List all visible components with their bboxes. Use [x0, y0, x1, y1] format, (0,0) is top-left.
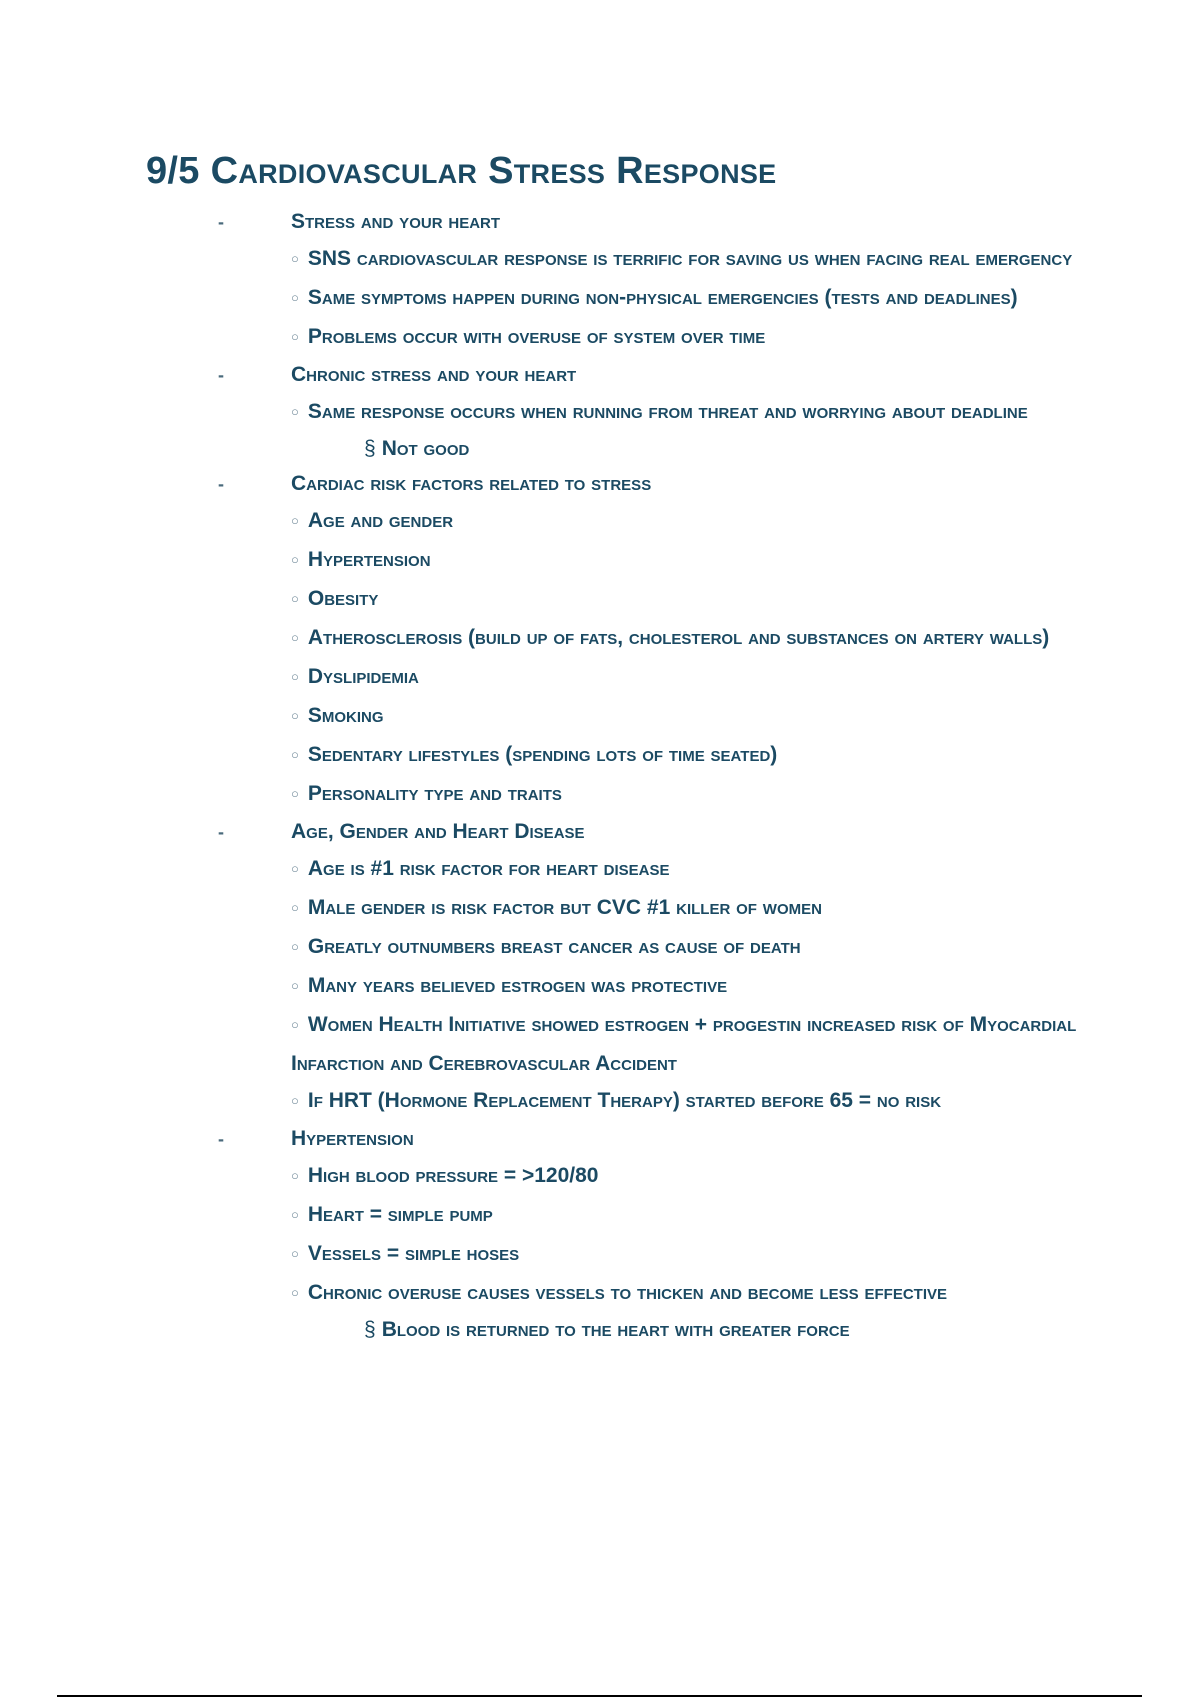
section — [0, 466, 1200, 814]
bullet-item — [0, 502, 1200, 541]
bullet-item — [0, 736, 1200, 775]
bullet-text: Greatly outnumbers breast cancer as cause of death — [307, 935, 801, 958]
bullet-text: Dyslipidemia — [307, 665, 419, 688]
section-heading — [0, 466, 1200, 502]
bullet-text: Age and gender — [307, 509, 454, 532]
circle-bullet-icon: ○ — [291, 329, 299, 344]
circle-bullet-icon: ○ — [291, 786, 299, 801]
bullet-item — [0, 619, 1200, 658]
bullet-text: If HRT (Hormone Replacement Therapy) started before 65 = no risk — [307, 1089, 942, 1112]
bullet-text: Vessels = simple hoses — [307, 1242, 520, 1265]
section-heading — [0, 1121, 1200, 1157]
bullet-text: Age is #1 risk factor for heart disease — [307, 857, 670, 880]
bullet-text: Same response occurs when running from threat and worrying about deadline — [307, 400, 1028, 423]
circle-bullet-icon: ○ — [291, 630, 299, 645]
circle-bullet-icon: ○ — [291, 669, 299, 684]
section-sign-bullet-icon: § — [364, 437, 376, 460]
bullet-item — [0, 850, 1200, 889]
circle-bullet-icon: ○ — [291, 404, 299, 419]
section — [0, 1121, 1200, 1347]
bullet-item — [0, 1274, 1200, 1313]
bullet-text: High blood pressure = >120/80 — [307, 1164, 599, 1187]
circle-bullet-icon: ○ — [291, 1207, 299, 1222]
bullet-text: Male gender is risk factor but CVC #1 killer of women — [307, 896, 822, 919]
sub-bullet-text: Not good — [381, 437, 470, 460]
bullet-text: Personality type and traits — [307, 782, 562, 805]
circle-bullet-icon: ○ — [291, 708, 299, 723]
bullet-item — [0, 1235, 1200, 1274]
circle-bullet-icon: ○ — [291, 747, 299, 762]
dash-marker-icon: - — [218, 365, 224, 385]
circle-bullet-icon: ○ — [291, 978, 299, 993]
section-heading-text: Age, Gender and Heart Disease — [291, 820, 585, 843]
circle-bullet-icon: ○ — [291, 513, 299, 528]
bullet-item — [0, 318, 1200, 357]
bullet-item — [0, 580, 1200, 619]
section-sign-bullet-icon: § — [364, 1318, 376, 1341]
dash-marker-icon: - — [218, 1129, 224, 1149]
section-heading — [0, 357, 1200, 393]
bullet-item — [0, 1082, 1200, 1121]
circle-bullet-icon: ○ — [291, 552, 299, 567]
bullet-text: Heart = simple pump — [307, 1203, 493, 1226]
bullet-text: Same symptoms happen during non-physical emergencies (tests and deadlines) — [307, 286, 1018, 309]
bullet-item — [0, 658, 1200, 697]
section-heading-text: Cardiac risk factors related to stress — [291, 472, 652, 495]
section-heading-text: Hypertension — [291, 1127, 414, 1150]
bullet-text: Sedentary lifestyles (spending lots of time seated) — [307, 743, 778, 766]
dash-marker-icon: - — [218, 474, 224, 494]
section-heading — [0, 204, 1200, 240]
bullet-item — [0, 1157, 1200, 1196]
bullet-text: Chronic overuse causes vessels to thicken and become less effective — [307, 1281, 947, 1304]
bullet-text: Smoking — [307, 704, 384, 727]
section — [0, 204, 1200, 357]
circle-bullet-icon: ○ — [291, 939, 299, 954]
bullet-item — [0, 279, 1200, 318]
bullet-text: Obesity — [307, 587, 379, 610]
sub-bullet-item — [0, 432, 1200, 466]
notes-body — [0, 204, 1200, 1347]
bullet-item — [0, 928, 1200, 967]
circle-bullet-icon: ○ — [291, 1246, 299, 1261]
bullet-item — [0, 697, 1200, 736]
dash-marker-icon: - — [218, 212, 224, 232]
circle-bullet-icon: ○ — [291, 591, 299, 606]
sub-bullet-item — [0, 1313, 1200, 1347]
bullet-item — [0, 775, 1200, 814]
circle-bullet-icon: ○ — [291, 1168, 299, 1183]
circle-bullet-icon: ○ — [291, 861, 299, 876]
page-title: 9/5 Cardiovascular Stress Response — [146, 150, 777, 192]
dash-marker-icon: - — [218, 822, 224, 842]
bullet-item — [0, 541, 1200, 580]
bullet-item — [0, 1196, 1200, 1235]
circle-bullet-icon: ○ — [291, 251, 299, 266]
section-heading — [0, 814, 1200, 850]
bullet-text: Atherosclerosis (build up of fats, cholesterol and substances on artery walls) — [307, 626, 1050, 649]
bullet-text: Problems occur with overuse of system over time — [307, 325, 766, 348]
footer-divider — [57, 1695, 1142, 1697]
section-heading-text: Chronic stress and your heart — [291, 363, 577, 386]
bullet-item — [0, 1006, 1200, 1082]
section — [0, 814, 1200, 1121]
sub-bullet-text: Blood is returned to the heart with greater force — [381, 1318, 850, 1341]
circle-bullet-icon: ○ — [291, 290, 299, 305]
bullet-text: Women Health Initiative showed estrogen + progestin increased risk of Myocardial Infarction and Cerebrovascular Accident — [291, 1013, 1077, 1075]
section-heading-text: Stress and your heart — [291, 210, 501, 233]
bullet-text: SNS cardiovascular response is terrific for saving us when facing real emergency — [307, 247, 1073, 270]
bullet-item — [0, 240, 1200, 279]
circle-bullet-icon: ○ — [291, 900, 299, 915]
bullet-item — [0, 889, 1200, 928]
bullet-item — [0, 967, 1200, 1006]
bullet-text: Many years believed estrogen was protective — [307, 974, 728, 997]
bullet-text: Hypertension — [307, 548, 431, 571]
circle-bullet-icon: ○ — [291, 1285, 299, 1300]
section — [0, 357, 1200, 466]
circle-bullet-icon: ○ — [291, 1093, 299, 1108]
circle-bullet-icon: ○ — [291, 1017, 299, 1032]
bullet-item — [0, 393, 1200, 432]
